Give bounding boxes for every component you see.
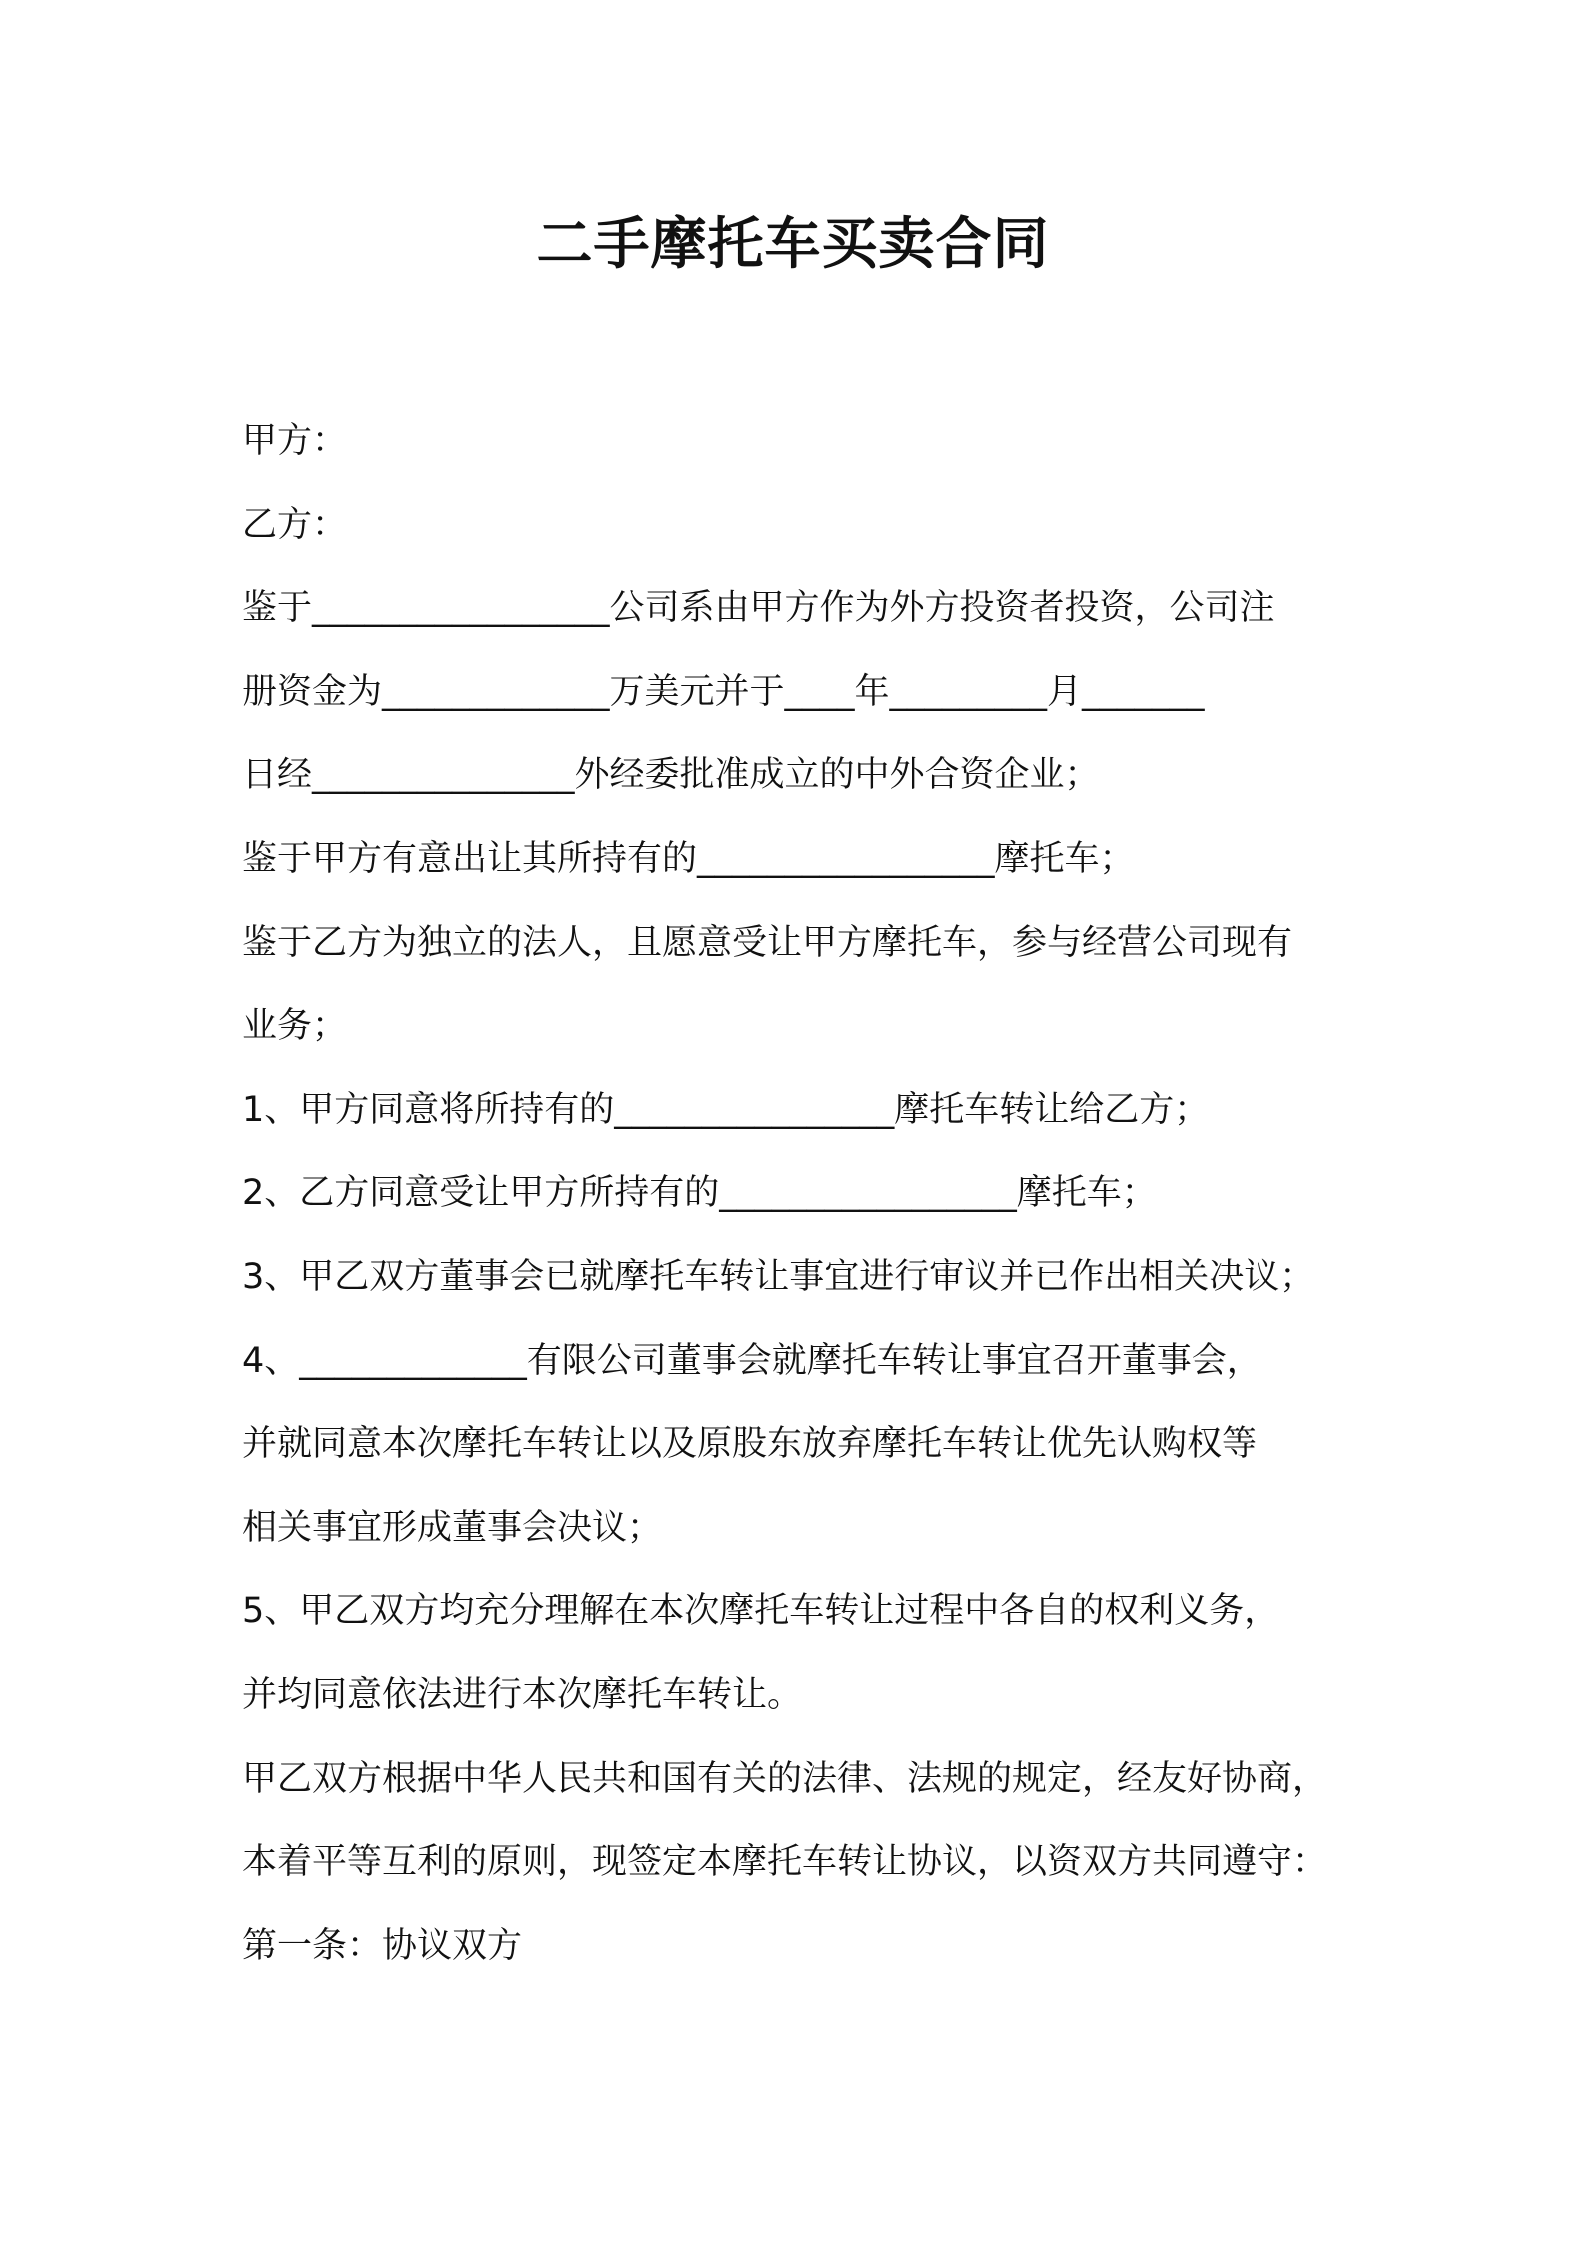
- recital-buyer-line-1: 鉴于乙方为独立的法人，且愿意受让甲方摩托车，参与经营公司现有: [242, 922, 1293, 963]
- recital-buyer-line-2: 业务；: [242, 1006, 348, 1047]
- clause-4-line-3: 相关事宜形成董事会决议；: [242, 1507, 663, 1548]
- recital-company-line-1: 鉴于_________________公司系由甲方作为外方投资者投资，公司注: [242, 588, 1275, 629]
- document-body: [242, 400, 1352, 1988]
- clause-2: 2、乙方同意受让甲方所持有的_________________摩托车；: [242, 1173, 1157, 1214]
- clause-1: 1、甲方同意将所持有的________________摩托车转让给乙方；: [242, 1089, 1210, 1130]
- clause-3: 3、甲乙双方董事会已就摩托车转让事宜进行审议并已作出相关决议；: [242, 1256, 1315, 1297]
- clause-4-line-1: 4、_____________有限公司董事会就摩托车转让事宜召开董事会，: [242, 1340, 1262, 1381]
- recital-transfer-intent: 鉴于甲方有意出让其所持有的_________________摩托车；: [242, 838, 1135, 879]
- recital-company-line-2: 册资金为_____________万美元并于____年_________月_______: [242, 671, 1205, 712]
- clause-4-line-2: 并就同意本次摩托车转让以及原股东放弃摩托车转让优先认购权等: [242, 1424, 1258, 1465]
- agreement-basis-line-1: 甲乙双方根据中华人民共和国有关的法律、法规的规定，经友好协商，: [242, 1758, 1328, 1799]
- clause-5-line-1: 5、甲乙双方均充分理解在本次摩托车转让过程中各自的权利义务，: [242, 1591, 1280, 1632]
- article-1-heading: 第一条：协议双方: [242, 1925, 523, 1966]
- recital-company-line-3: 日经_______________外经委批准成立的中外合资企业；: [242, 755, 1100, 796]
- clause-5-line-2: 并均同意依法进行本次摩托车转让。: [242, 1674, 803, 1715]
- document-title: 二手摩托车买卖合同: [536, 212, 1050, 277]
- party-a-line: 甲方：: [242, 421, 348, 461]
- agreement-basis-line-2: 本着平等互利的原则，现签定本摩托车转让协议，以资双方共同遵守：: [242, 1842, 1328, 1883]
- party-b-line: 乙方：: [242, 504, 348, 545]
